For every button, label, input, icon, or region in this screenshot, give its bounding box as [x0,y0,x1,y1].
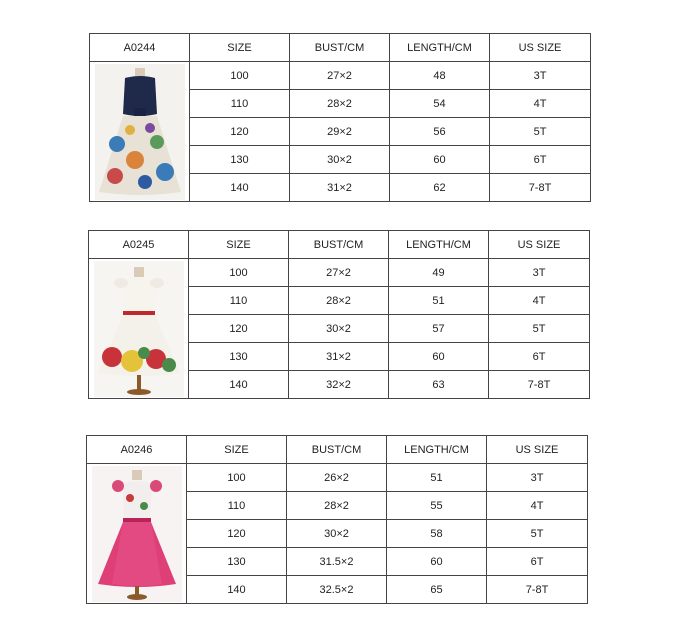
cell-us-size: 4T [490,90,591,118]
table-row [87,464,588,492]
product-code: A0246 [87,436,187,464]
cell-size: 120 [187,520,287,548]
table-row [89,259,590,287]
header-row [89,231,590,259]
cell-bust: 30×2 [289,315,389,343]
cell-size: 140 [190,174,290,202]
cell-bust: 29×2 [290,118,390,146]
product-image [90,62,190,202]
cell-us-size: 3T [487,464,588,492]
cell-length: 65 [387,576,487,604]
header-row [90,34,591,62]
cell-us-size: 7-8T [489,371,590,399]
cell-bust: 28×2 [287,492,387,520]
cell-bust: 28×2 [290,90,390,118]
cell-length: 60 [389,343,489,371]
navy-floral-dress-image [95,64,185,200]
cell-us-size: 4T [487,492,588,520]
header-length: LENGTH/CM [387,436,487,464]
cell-size: 120 [190,118,290,146]
cell-bust: 31×2 [290,174,390,202]
cell-size: 100 [190,62,290,90]
cell-us-size: 3T [489,259,590,287]
cell-length: 49 [389,259,489,287]
cell-us-size: 6T [490,146,591,174]
cell-length: 51 [389,287,489,315]
header-us-size: US SIZE [487,436,588,464]
cell-us-size: 5T [489,315,590,343]
cell-size: 100 [189,259,289,287]
cell-us-size: 6T [487,548,588,576]
cell-bust: 27×2 [290,62,390,90]
header-bust: BUST/CM [289,231,389,259]
product-code: A0245 [89,231,189,259]
cell-length: 48 [390,62,490,90]
cell-length: 55 [387,492,487,520]
cell-size: 130 [189,343,289,371]
header-bust: BUST/CM [290,34,390,62]
header-size: SIZE [190,34,290,62]
header-size: SIZE [189,231,289,259]
cell-bust: 31×2 [289,343,389,371]
cell-length: 57 [389,315,489,343]
cell-us-size: 5T [490,118,591,146]
cell-bust: 32×2 [289,371,389,399]
cell-us-size: 3T [490,62,591,90]
cell-us-size: 7-8T [490,174,591,202]
product-image [87,464,187,604]
cell-us-size: 4T [489,287,590,315]
header-length: LENGTH/CM [390,34,490,62]
cell-bust: 32.5×2 [287,576,387,604]
cell-size: 110 [187,492,287,520]
cell-size: 120 [189,315,289,343]
size-table-a0245 [88,230,590,399]
cell-us-size: 6T [489,343,590,371]
table-row [90,62,591,90]
cell-us-size: 7-8T [487,576,588,604]
cell-length: 62 [390,174,490,202]
product-image [89,259,189,399]
cell-bust: 27×2 [289,259,389,287]
cell-bust: 31.5×2 [287,548,387,576]
cell-size: 130 [187,548,287,576]
cell-length: 56 [390,118,490,146]
cell-length: 51 [387,464,487,492]
cell-length: 58 [387,520,487,548]
white-rose-dress-image [94,261,184,397]
size-table-a0244 [89,33,591,202]
cell-length: 63 [389,371,489,399]
cell-bust: 30×2 [287,520,387,548]
header-size: SIZE [187,436,287,464]
product-code: A0244 [90,34,190,62]
cell-length: 60 [390,146,490,174]
cell-bust: 26×2 [287,464,387,492]
cell-size: 140 [187,576,287,604]
cell-size: 110 [189,287,289,315]
size-table-a0246 [86,435,588,604]
cell-length: 60 [387,548,487,576]
cell-us-size: 5T [487,520,588,548]
cell-size: 110 [190,90,290,118]
cell-length: 54 [390,90,490,118]
header-us-size: US SIZE [489,231,590,259]
header-us-size: US SIZE [490,34,591,62]
cell-size: 140 [189,371,289,399]
cell-bust: 28×2 [289,287,389,315]
header-bust: BUST/CM [287,436,387,464]
header-row [87,436,588,464]
cell-bust: 30×2 [290,146,390,174]
pink-floral-dress-image [92,466,182,602]
cell-size: 130 [190,146,290,174]
cell-size: 100 [187,464,287,492]
header-length: LENGTH/CM [389,231,489,259]
